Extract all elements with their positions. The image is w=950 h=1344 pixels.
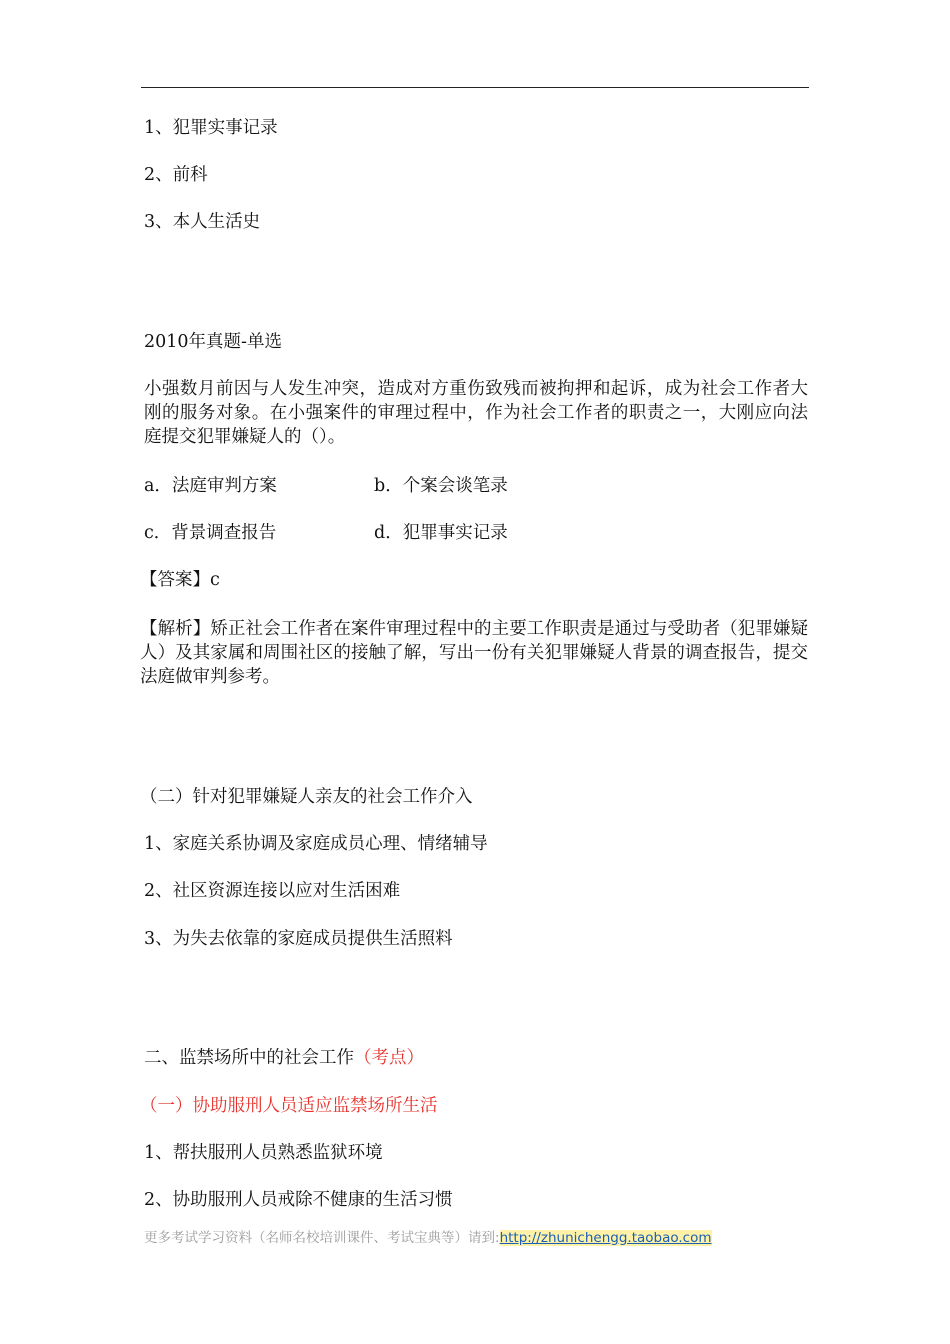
exam-tag: 2010年真题-单选 xyxy=(144,332,282,352)
list-item: 3、为失去依靠的家庭成员提供生活照料 xyxy=(144,929,453,949)
list-item: 2、前科 xyxy=(144,165,208,185)
section-heading-prison xyxy=(144,1046,808,1070)
section-title: 二、监禁场所中的社会工作 xyxy=(144,1048,354,1068)
option-d: d．犯罪事实记录 xyxy=(374,523,508,543)
list-item: 3、本人生活史 xyxy=(144,212,261,232)
analysis-text: 【解析】矫正社会工作者在案件审理过程中的主要工作职责是通过与受助者（犯罪嫌疑人）及其家属和周围社区的接触了解，写出一份有关犯罪嫌疑人背景的调查报告，提交法庭做审判参考。 xyxy=(140,619,808,687)
section-heading-relatives: （二）针对犯罪嫌疑人亲友的社会工作介入 xyxy=(140,787,473,807)
list-item: 1、帮扶服刑人员熟悉监狱环境 xyxy=(144,1143,383,1163)
subsection-heading: （一）协助服刑人员适应监禁场所生活 xyxy=(140,1096,438,1116)
option-b: b．个案会谈笔录 xyxy=(374,476,508,496)
option-c: c．背景调查报告 xyxy=(144,523,277,543)
list-item: 1、犯罪实事记录 xyxy=(144,118,278,138)
exam-point-note: （考点） xyxy=(354,1048,424,1068)
footer xyxy=(144,1226,712,1246)
footer-link[interactable]: http://zhunichengg.taobao.com xyxy=(499,1230,712,1246)
list-item: 1、家庭关系协调及家庭成员心理、情绪辅导 xyxy=(144,834,488,854)
list-item: 2、社区资源连接以应对生活困难 xyxy=(144,881,401,901)
options-row-2 xyxy=(144,521,808,545)
header-rule xyxy=(141,87,809,88)
options-row-1 xyxy=(144,474,808,498)
question-text: 小强数月前因与人发生冲突，造成对方重伤致残而被拘押和起诉，成为社会工作者大刚的服务对象。在小强案件的审理过程中，作为社会工作者的职责之一，大刚应向法庭提交犯罪嫌疑人的（）。 xyxy=(144,379,808,447)
footer-text: 更多考试学习资料（名师名校培训课件、考试宝典等）请到: xyxy=(144,1230,500,1246)
option-a: a．法庭审判方案 xyxy=(144,476,277,496)
answer: 【答案】c xyxy=(140,570,220,590)
list-item: 2、协助服刑人员戒除不健康的生活习惯 xyxy=(144,1190,453,1210)
